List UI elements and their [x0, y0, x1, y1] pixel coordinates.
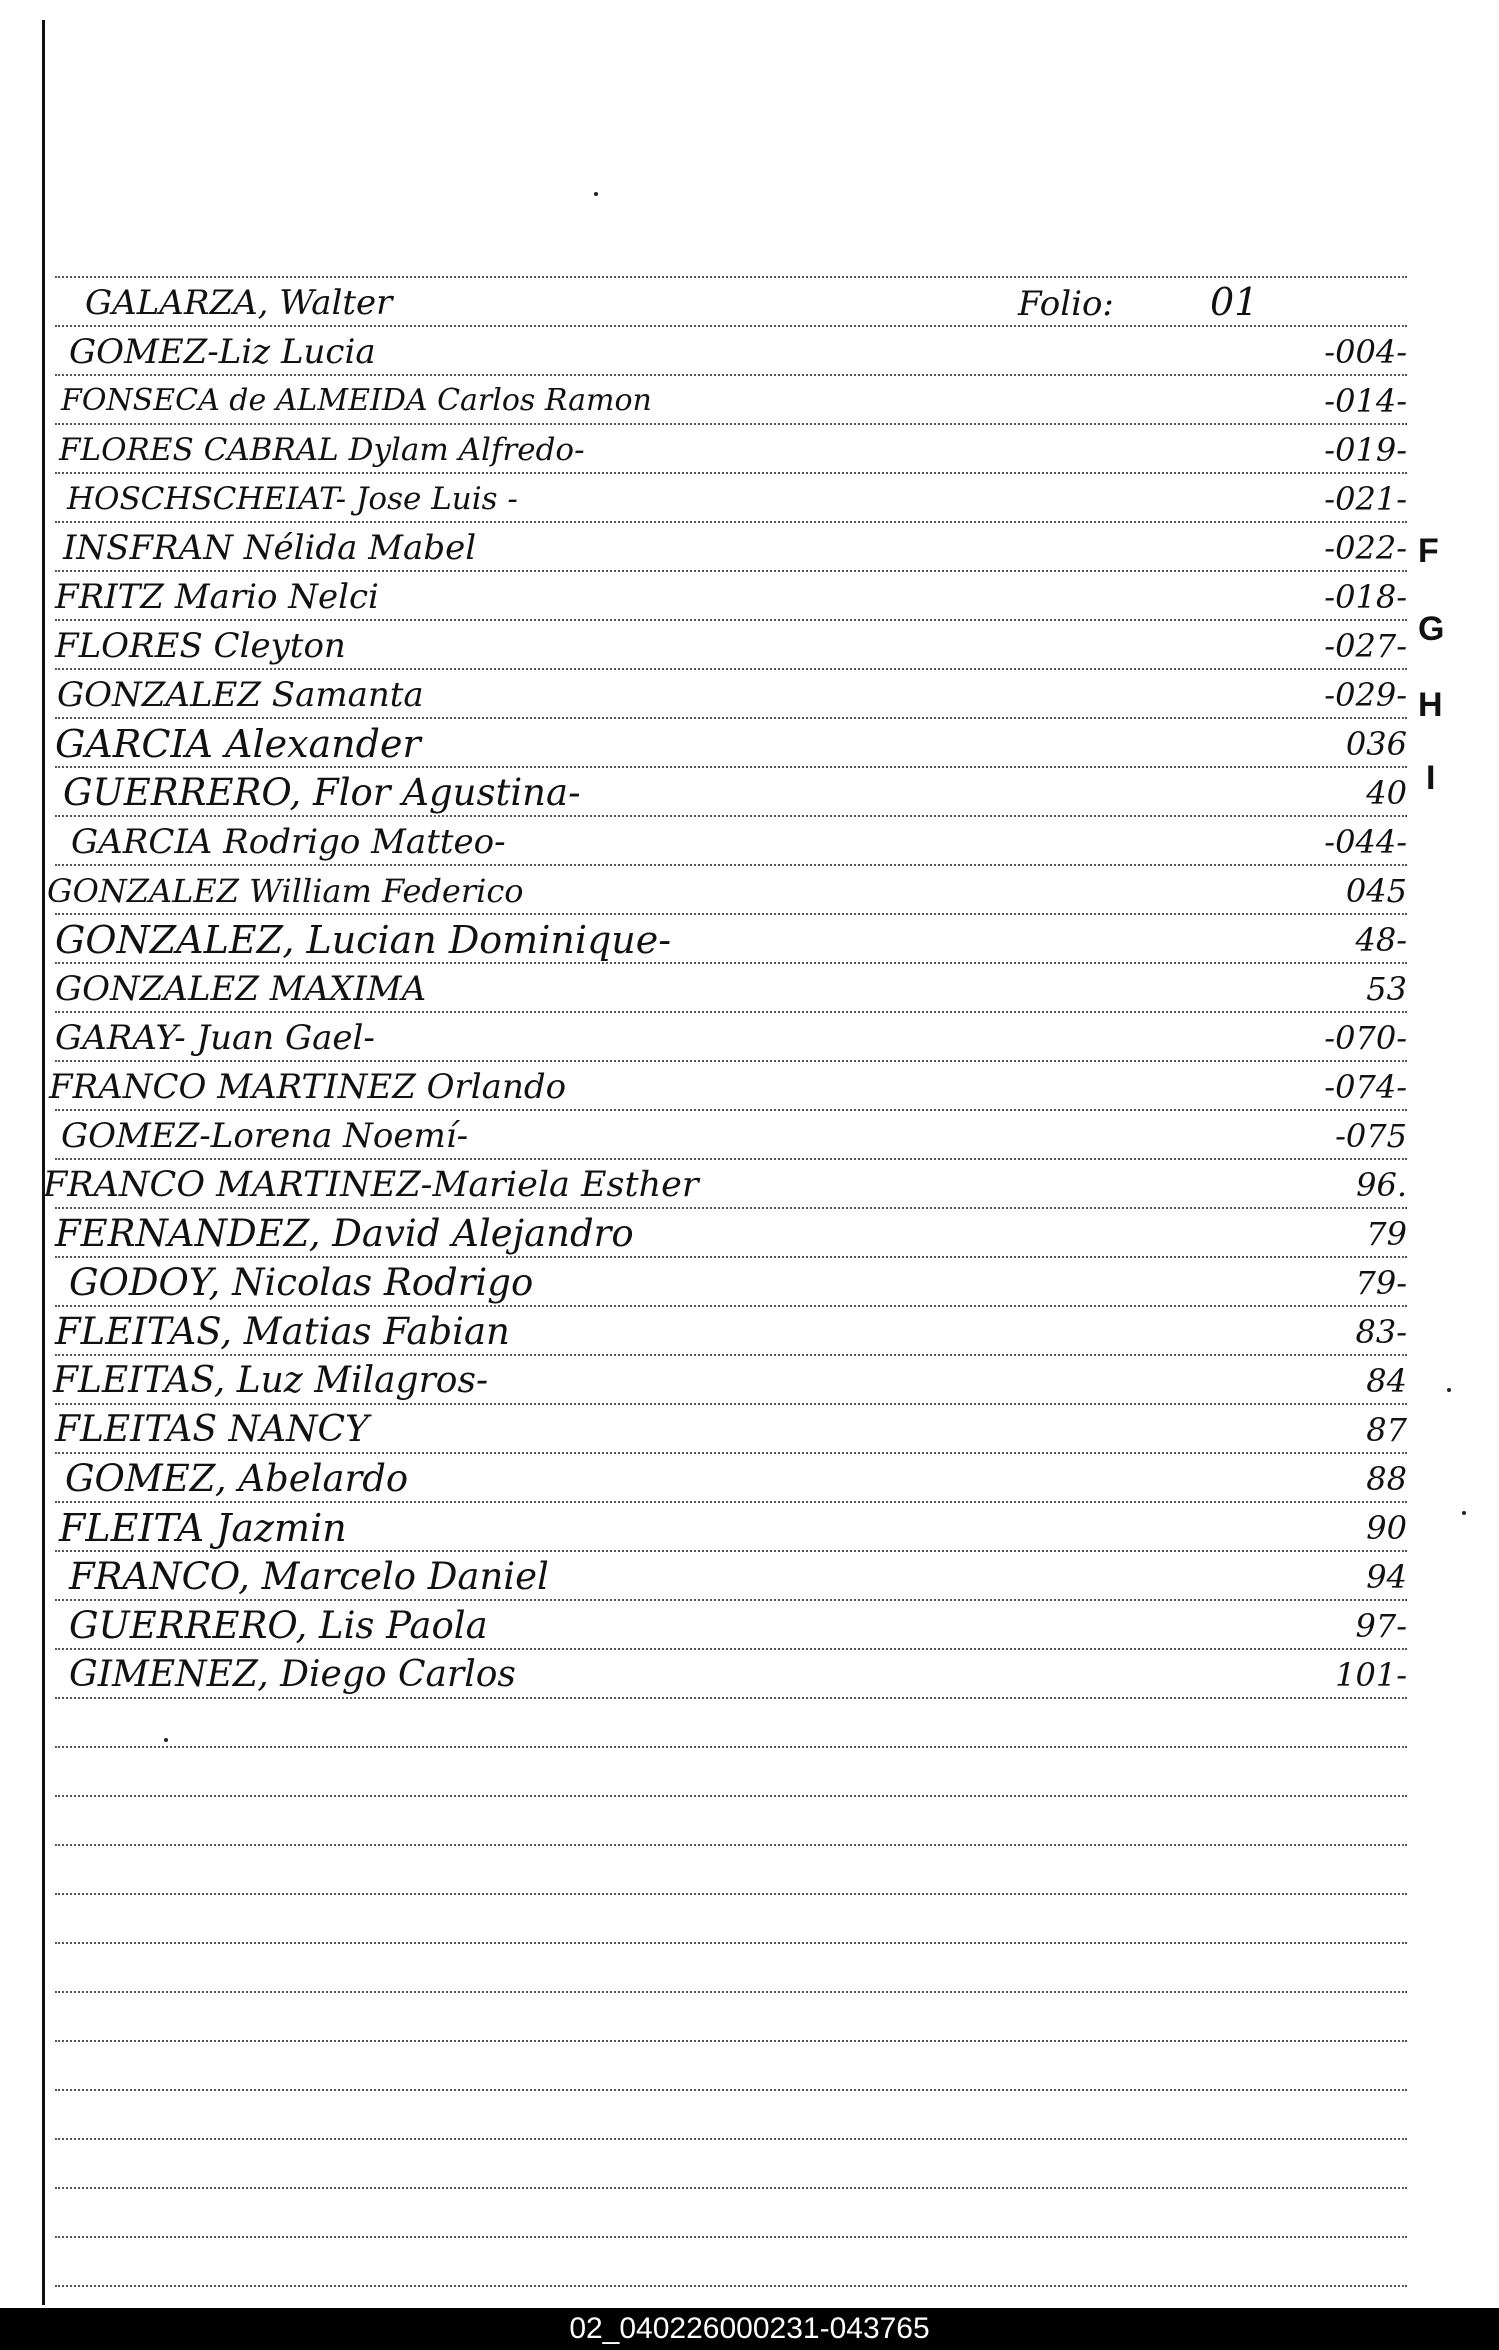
entry-name: GARCIA Alexander — [55, 722, 421, 766]
entry-number: 87 — [1366, 1411, 1407, 1449]
ruled-line — [55, 2285, 1407, 2287]
entry-name: FONSECA de ALMEIDA Carlos Ramon — [61, 383, 652, 418]
entry-name: GOMEZ-Liz Lucia — [69, 332, 376, 372]
list-item — [53, 1360, 1407, 1403]
entry-name: GALARZA, Walter — [85, 283, 393, 323]
margin-rule — [42, 20, 45, 2305]
entry-name: FRANCO MARTINEZ Orlando — [49, 1067, 567, 1107]
ruled-line — [55, 1109, 1407, 1111]
ruled-line — [55, 1060, 1407, 1062]
entry-name: FLEITAS, Luz Milagros- — [53, 1360, 489, 1401]
list-item — [55, 1261, 1407, 1305]
side-letter-f: F — [1418, 532, 1439, 570]
entry-number: -004- — [1324, 333, 1407, 371]
ruled-line — [55, 1697, 1407, 1699]
document-id: 02_040226000231-043765 — [569, 2312, 930, 2345]
entry-number: 83- — [1355, 1313, 1407, 1351]
ruled-line — [55, 325, 1407, 327]
ruled-line — [55, 1501, 1407, 1503]
entry-number: -018- — [1324, 578, 1407, 616]
entry-name: GIMENEZ, Diego Carlos — [69, 1654, 516, 1695]
entry-name: FRITZ Mario Nelci — [55, 577, 379, 617]
list-item — [55, 1457, 1407, 1501]
list-item — [43, 1165, 1407, 1207]
page-speck — [594, 192, 598, 196]
footer-band — [0, 2308, 1499, 2350]
list-item — [47, 872, 1407, 913]
entry-name: GONZALEZ Samanta — [57, 675, 424, 715]
list-item — [55, 722, 1407, 766]
list-item — [49, 1067, 1407, 1109]
entry-number: -021- — [1324, 480, 1407, 518]
ruled-line — [55, 1403, 1407, 1405]
ruled-line — [55, 374, 1407, 376]
ruled-line — [55, 1599, 1407, 1601]
list-item — [55, 918, 1407, 962]
list-item — [55, 677, 1407, 717]
ruled-line — [55, 2236, 1407, 2238]
list-item — [55, 971, 1407, 1011]
ruled-line — [55, 2089, 1407, 2091]
list-item — [55, 1555, 1407, 1599]
ruled-line — [55, 570, 1407, 572]
list-item — [55, 1409, 1407, 1452]
folio-value: 01 — [1210, 280, 1259, 324]
page-speck — [164, 1738, 168, 1742]
entry-name: GUERRERO, Flor Agustina- — [63, 771, 581, 814]
entry-name: FLORES Cleyton — [55, 626, 346, 666]
entry-name: GUERRERO, Lis Paola — [69, 1604, 488, 1647]
entry-name: GODOY, Nicolas Rodrigo — [69, 1261, 534, 1304]
page-speck — [1462, 1511, 1466, 1515]
entry-number: -075 — [1335, 1117, 1407, 1155]
entry-name: FLORES CABRAL Dylam Alfredo- — [59, 432, 585, 468]
list-item — [55, 1212, 1407, 1256]
entry-number: -027- — [1324, 627, 1407, 665]
ruled-line — [55, 1795, 1407, 1797]
entry-name: HOSCHSCHEIAT- Jose Luis - — [67, 481, 518, 517]
entry-number: 90 — [1366, 1509, 1407, 1547]
list-item — [55, 481, 1407, 521]
entry-number: 045 — [1345, 872, 1407, 910]
entry-number: 101- — [1335, 1656, 1407, 1694]
entry-number: 53 — [1366, 970, 1407, 1008]
list-item — [55, 285, 1407, 325]
entry-number: 79- — [1355, 1264, 1407, 1302]
ruled-line — [55, 472, 1407, 474]
entry-number: -022- — [1324, 529, 1407, 567]
ruled-line — [55, 1550, 1407, 1552]
entry-number: 40 — [1366, 774, 1407, 812]
entry-number: -070- — [1324, 1019, 1407, 1057]
ruled-line — [55, 766, 1407, 768]
entry-name: FRANCO, Marcelo Daniel — [69, 1555, 549, 1598]
entry-number: -029- — [1324, 676, 1407, 714]
ruled-line — [55, 2040, 1407, 2042]
entry-name: GARAY- Juan Gael- — [55, 1018, 375, 1058]
list-item — [55, 579, 1407, 619]
ruled-line — [55, 913, 1407, 915]
entry-number: -014- — [1324, 382, 1407, 420]
ruled-line — [55, 1207, 1407, 1209]
side-letter-h: H — [1418, 686, 1443, 724]
ruled-line — [55, 2187, 1407, 2189]
list-item — [55, 1310, 1407, 1354]
list-item — [55, 530, 1407, 570]
entry-name: FLEITA Jazmin — [59, 1506, 347, 1550]
list-item — [55, 1654, 1407, 1697]
entry-name: GARCIA Rodrigo Matteo- — [71, 822, 506, 862]
ruled-line — [55, 1844, 1407, 1846]
entry-number: 96. — [1356, 1166, 1407, 1204]
list-item — [55, 1020, 1407, 1060]
ruled-line — [55, 1256, 1407, 1258]
entry-number: 97- — [1355, 1607, 1407, 1645]
entry-name: FLEITAS NANCY — [55, 1409, 369, 1450]
folio-label: Folio: — [1018, 284, 1114, 324]
entry-number: -044- — [1324, 823, 1407, 861]
ruled-line — [55, 521, 1407, 523]
list-item — [55, 1604, 1407, 1648]
list-item — [55, 628, 1407, 668]
ruled-line — [55, 2138, 1407, 2140]
ruled-line — [55, 1991, 1407, 1993]
entry-number: -074- — [1324, 1068, 1407, 1106]
ruled-line — [55, 864, 1407, 866]
entry-name: GONZALEZ MAXIMA — [55, 969, 427, 1009]
entry-name: GONZALEZ William Federico — [47, 872, 524, 910]
ruled-line — [55, 619, 1407, 621]
ruled-line — [55, 1158, 1407, 1160]
ruled-line — [55, 276, 1407, 278]
entry-number: 036 — [1345, 725, 1407, 763]
entry-name: GONZALEZ, Lucian Dominique- — [55, 918, 672, 962]
entry-number: 88 — [1366, 1460, 1407, 1498]
entry-name: GOMEZ-Lorena Noemí- — [61, 1116, 469, 1156]
ruled-line — [55, 1354, 1407, 1356]
ruled-line — [55, 815, 1407, 817]
entry-name: FRANCO MARTINEZ-Mariela Esther — [43, 1165, 699, 1205]
side-letter-i: I — [1426, 759, 1436, 797]
list-item — [55, 1506, 1407, 1550]
ruled-line — [55, 962, 1407, 964]
ruled-line — [55, 423, 1407, 425]
entry-name: FLEITAS, Matias Fabian — [55, 1310, 510, 1353]
entry-name: GOMEZ, Abelardo — [65, 1457, 409, 1500]
entry-number: 94 — [1366, 1558, 1407, 1596]
list-item — [55, 1118, 1407, 1158]
list-item — [55, 432, 1407, 472]
ruled-line — [55, 668, 1407, 670]
ruled-line — [55, 1746, 1407, 1748]
entry-number: 79 — [1366, 1215, 1407, 1253]
list-item — [55, 383, 1407, 423]
entry-name: FERNANDEZ, David Alejandro — [55, 1212, 634, 1255]
ruled-line — [55, 1305, 1407, 1307]
entry-name: INSFRAN Nélida Mabel — [63, 528, 477, 568]
ruled-line — [55, 1942, 1407, 1944]
ruled-line — [55, 1648, 1407, 1650]
entry-number: 84 — [1366, 1362, 1407, 1400]
entry-number: -019- — [1324, 431, 1407, 469]
list-item — [55, 771, 1407, 815]
list-item — [55, 824, 1407, 864]
side-letter-g: G — [1418, 610, 1445, 648]
ruled-line — [55, 1893, 1407, 1895]
ruled-line — [55, 1452, 1407, 1454]
ruled-line — [55, 717, 1407, 719]
ruled-line — [55, 1011, 1407, 1013]
entry-number: 48- — [1355, 921, 1407, 959]
list-item — [55, 334, 1407, 374]
page-speck — [1447, 1388, 1451, 1392]
